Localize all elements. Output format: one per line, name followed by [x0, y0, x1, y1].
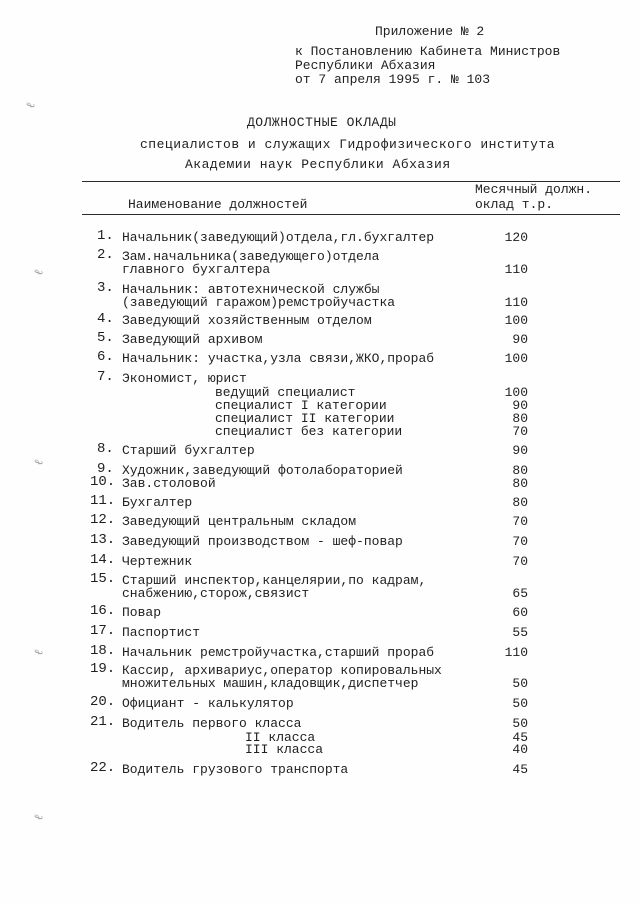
position-title: III класса	[245, 742, 324, 757]
position-title: Начальник: участка,узла связи,ЖКО,прораб	[122, 351, 435, 366]
salary-value: 80	[512, 411, 528, 426]
salary-value: 70	[512, 554, 528, 569]
salary-value: 80	[512, 463, 528, 478]
column-header-position: Наименование должностей	[128, 197, 308, 212]
salary-value: 80	[512, 495, 528, 510]
row-number: 12.	[90, 512, 116, 528]
row-number: 1.	[97, 228, 114, 244]
row-number: 9.	[97, 461, 114, 477]
position-title: специалист II категории	[215, 411, 395, 426]
row-number: 16.	[90, 603, 116, 619]
salary-value: 100	[504, 385, 528, 400]
salary-value: 110	[504, 262, 528, 277]
position-title: Начальник ремстройучастка,старший прораб	[122, 645, 435, 660]
salary-value: 100	[504, 313, 528, 328]
position-title: Старший бухгалтер	[122, 443, 255, 458]
salary-value: 65	[512, 586, 528, 601]
row-number: 6.	[97, 349, 114, 365]
salary-value: 45	[512, 762, 528, 777]
margin-mark: ℓ	[30, 267, 46, 278]
column-header-salary-line2: оклад т.р.	[475, 197, 554, 212]
salary-value: 90	[512, 332, 528, 347]
column-header-salary-line1: Месячный должн.	[475, 182, 593, 197]
salary-value: 40	[512, 742, 528, 757]
salary-value: 120	[504, 230, 528, 245]
salary-value: 90	[512, 398, 528, 413]
salary-value: 80	[512, 476, 528, 491]
position-title: Заведующий хозяйственным отделом	[122, 313, 372, 328]
position-title: Начальник: автотехнической службы	[122, 282, 380, 297]
salary-value: 70	[512, 424, 528, 439]
document-subtitle-1: специалистов и служащих Гидрофизического института	[140, 137, 556, 152]
position-title: II класса	[245, 730, 316, 745]
position-title: Экономист, юрист	[122, 371, 247, 386]
position-title: Паспортист	[122, 625, 201, 640]
margin-mark: ℓ	[30, 812, 46, 823]
appendix-label: Приложение № 2	[375, 24, 485, 39]
position-title: Заведующий архивом	[122, 332, 263, 347]
table-header-rule	[82, 214, 620, 215]
position-title: Официант - калькулятор	[122, 696, 294, 711]
position-title: специалист I категории	[215, 398, 387, 413]
salary-value: 70	[512, 514, 528, 529]
position-title: Начальник(заведующий)отдела,гл.бухгалтер	[122, 230, 435, 245]
row-number: 13.	[90, 532, 116, 548]
salary-value: 45	[512, 730, 528, 745]
row-number: 10.	[90, 474, 116, 490]
row-number: 7.	[97, 369, 114, 385]
row-number: 11.	[90, 493, 116, 509]
position-title: Водитель грузового транспорта	[122, 762, 349, 777]
row-number: 14.	[90, 552, 116, 568]
document-title: ДОЛЖНОСТНЫЕ ОКЛАДЫ	[247, 115, 397, 130]
position-title: Заведующий центральным складом	[122, 514, 357, 529]
salary-value: 110	[504, 295, 528, 310]
salary-value: 70	[512, 534, 528, 549]
position-title: Зав.столовой	[122, 476, 216, 491]
position-title: Художник,заведующий фотолабораторией	[122, 463, 403, 478]
salary-value: 50	[512, 676, 528, 691]
position-title: Водитель первого класса	[122, 716, 302, 731]
salary-value: 90	[512, 443, 528, 458]
row-number: 17.	[90, 623, 116, 639]
row-number: 3.	[97, 280, 114, 296]
republic-line: Республики Абхазия	[295, 58, 436, 73]
position-title: множительных машин,кладовщик,диспетчер	[122, 676, 419, 691]
row-number: 20.	[90, 694, 116, 710]
position-title: Бухгалтер	[122, 495, 193, 510]
row-number: 4.	[97, 311, 114, 327]
salary-value: 50	[512, 716, 528, 731]
row-number: 5.	[97, 330, 114, 346]
position-title: Зам.начальника(заведующего)отдела	[122, 249, 380, 264]
position-title: Чертежник	[122, 554, 193, 569]
margin-mark: ℓ	[30, 647, 46, 658]
position-title: снабжению,сторож,связист	[122, 586, 310, 601]
row-number: 22.	[90, 760, 116, 776]
salary-value: 50	[512, 696, 528, 711]
position-title: Заведующий производством - шеф-повар	[122, 534, 403, 549]
salary-value: 110	[504, 645, 528, 660]
row-number: 21.	[90, 714, 116, 730]
position-title: главного бухгалтера	[122, 262, 271, 277]
position-title: ведущий специалист	[215, 385, 356, 400]
row-number: 15.	[90, 571, 116, 587]
date-line: от 7 апреля 1995 г. № 103	[295, 72, 491, 87]
salary-value: 60	[512, 605, 528, 620]
position-title: Старший инспектор,канцелярии,по кадрам,	[122, 573, 427, 588]
position-title: (заведующий гаражом)ремстройучастка	[122, 295, 396, 310]
position-title: специалист без категории	[215, 424, 403, 439]
salary-value: 100	[504, 351, 528, 366]
position-title: Кассир, архивариус,оператор копировальных	[122, 663, 442, 678]
row-number: 2.	[97, 247, 114, 263]
margin-mark: ℓ	[30, 457, 46, 468]
document-subtitle-2: Академии наук Республики Абхазия	[185, 157, 451, 172]
position-title: Повар	[122, 605, 162, 620]
row-number: 19.	[90, 661, 116, 677]
row-number: 18.	[90, 643, 116, 659]
decree-line: к Постановлению Кабинета Министров	[295, 44, 561, 59]
row-number: 8.	[97, 441, 114, 457]
margin-mark: ℓ	[22, 100, 38, 111]
salary-value: 55	[512, 625, 528, 640]
